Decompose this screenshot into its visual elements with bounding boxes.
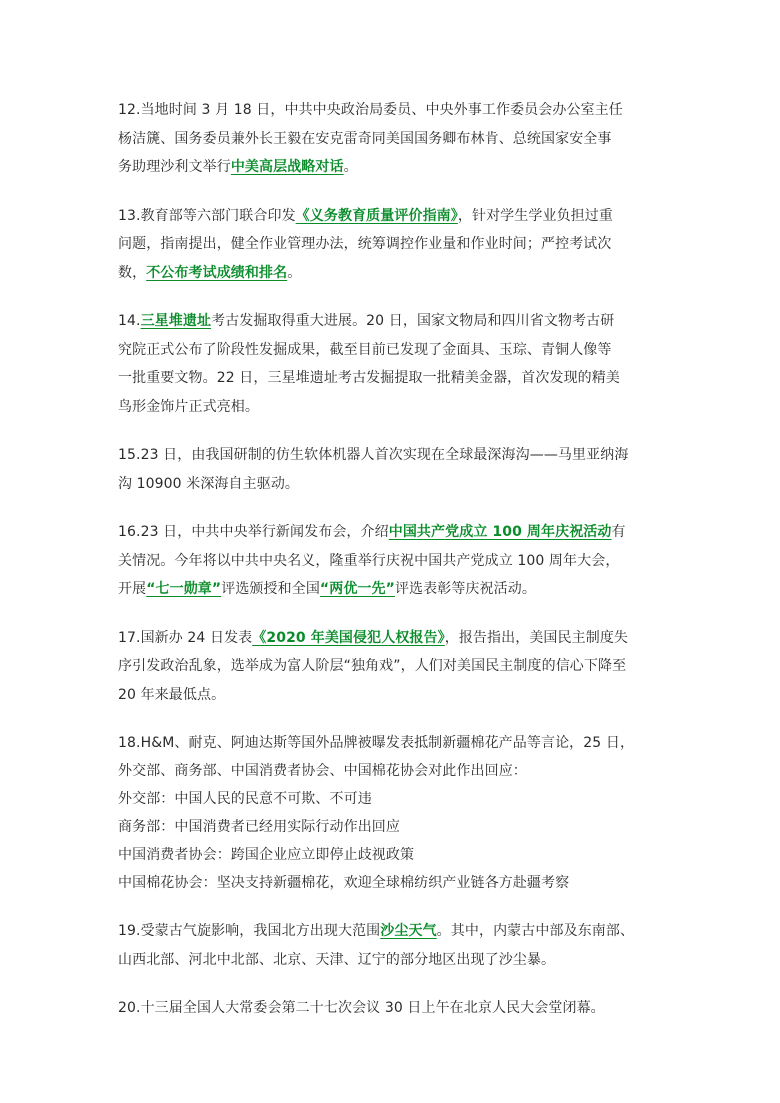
text-segment: 究院正式公布了阶段性发掘成果，截至目前已发现了金面具、玉琮、青铜人像等 [118,341,612,358]
text-line [118,681,666,710]
text-line [118,336,666,365]
text-segment: 有 [611,524,626,540]
text-segment: 一批重要文物。22 日，三星堆遗址考古发掘提取一批精美金器，首次发现的精美 [118,370,620,386]
text-segment: 20 年来最低点。 [118,686,226,703]
news-item-12 [118,96,666,182]
text-segment: 沟 10900 米深海自主驱动。 [118,475,300,492]
text-segment: 。 [287,264,302,281]
news-item-20 [118,994,666,1023]
text-segment: 鸟形金饰片正式亮相。 [118,398,259,415]
text-segment: 外交部：中国人民的民意不可欺、不可违 [118,791,372,807]
text-segment: 17.国新办 24 日发表 [118,629,253,646]
text-line [118,946,666,975]
news-item-15 [118,441,666,498]
highlight-link[interactable]: 《2020 年美国侵犯人权报告》 [252,629,445,646]
news-item-13 [118,202,666,288]
text-line [118,813,666,841]
highlight-link[interactable]: 三星堆遗址 [140,313,212,329]
text-segment: 18.H&M、耐克、阿迪达斯等国外品牌被曝发表抵制新疆棉花产品等言论，25 日， [118,735,635,751]
news-item-16 [118,518,666,604]
text-line [118,785,666,813]
text-segment: 。 [343,159,358,175]
text-segment: 商务部：中国消费者已经用实际行动作出回应 [118,819,400,835]
text-segment: 14. [118,313,141,329]
text-line [118,125,666,154]
text-line [118,869,666,897]
text-line [118,307,666,336]
text-line [118,575,666,604]
text-segment: 考古发掘取得重大进展。20 日，国家文物局和四川省文物考古研 [211,313,615,329]
text-segment: 中国消费者协会：跨国企业应立即停止歧视政策 [118,847,415,863]
text-line [118,757,666,785]
highlight-link[interactable]: 中国共产党成立 100 周年庆祝活动 [388,524,612,540]
text-line [118,652,666,681]
highlight-link[interactable]: 不公布考试成绩和排名 [146,264,288,281]
text-segment: 20.十三届全国人大常委会第二十七次会议 30 日上午在北京人民大会堂闭幕。 [118,1000,605,1016]
text-segment: 外交部、商务部、中国消费者协会、中国棉花协会对此作出回应： [118,763,527,779]
text-segment: 关情况。今年将以中共中央名义，隆重举行庆祝中国共产党成立 100 周年大会， [118,552,620,569]
highlight-link[interactable]: “七一勋章” [146,581,222,597]
text-segment: 山西北部、河北中北部、北京、天津、辽宁的部分地区出现了沙尘暴。 [118,951,556,968]
text-segment: 13.教育部等六部门联合印发 [118,207,296,224]
document-body [118,96,666,1043]
text-segment: 15.23 日，由我国研制的仿生软体机器人首次实现在全球最深海沟——马里亚纳海 [118,447,629,463]
text-segment: 。其中，内蒙古中部及东南部、 [436,923,635,939]
text-line [118,518,666,547]
text-line [118,841,666,869]
news-item-18 [118,729,666,897]
text-segment: 序引发政治乱象，选举成为富人阶层“独角戏”，人们对美国民主制度的信心下降至 [118,658,627,674]
text-segment: 数， [118,264,147,281]
text-segment: ，针对学生学业负担过重 [457,207,613,224]
text-segment: 务助理沙利文举行 [118,159,231,175]
text-segment: 问题，指南提出，健全作业管理办法，统筹调控作业量和作业时间；严控考试次 [118,236,612,252]
text-line [118,259,666,288]
text-segment: 12.当地时间 3 月 18 日，中共中央政治局委员、中央外事工作委员会办公室主任 [118,102,623,118]
text-segment: ，报告指出，美国民主制度失 [444,629,629,646]
text-line [118,153,666,182]
text-line [118,393,666,422]
text-line [118,624,666,653]
text-segment: 16.23 日，中共中央举行新闻发布会，介绍 [118,524,389,540]
text-line [118,202,666,231]
text-segment: 评选表彰等庆祝活动。 [394,581,536,597]
highlight-link[interactable]: 中美高层战略对话 [230,159,344,175]
text-line [118,729,666,757]
text-segment: 评选颁授和全国 [221,581,320,597]
news-item-17 [118,624,666,710]
text-line [118,994,666,1023]
news-item-14 [118,307,666,421]
text-line [118,441,666,470]
text-line [118,364,666,393]
text-line [118,917,666,946]
text-line [118,547,666,576]
text-line [118,230,666,259]
text-segment: 杨洁篪、国务委员兼外长王毅在安克雷奇同美国国务卿布林肯、总统国家安全事 [118,130,612,147]
text-line [118,470,666,499]
highlight-link[interactable]: “两优一先” [319,581,395,597]
text-line [118,96,666,125]
text-segment: 中国棉花协会：坚决支持新疆棉花，欢迎全球棉纺织产业链各方赴疆考察 [118,875,570,891]
highlight-link[interactable]: 沙尘天气 [380,923,437,939]
highlight-link[interactable]: 《义务教育质量评价指南》 [295,207,458,224]
text-segment: 19.受蒙古气旋影响，我国北方出现大范围 [118,923,381,939]
news-item-19 [118,917,666,974]
text-segment: 开展 [118,581,147,597]
